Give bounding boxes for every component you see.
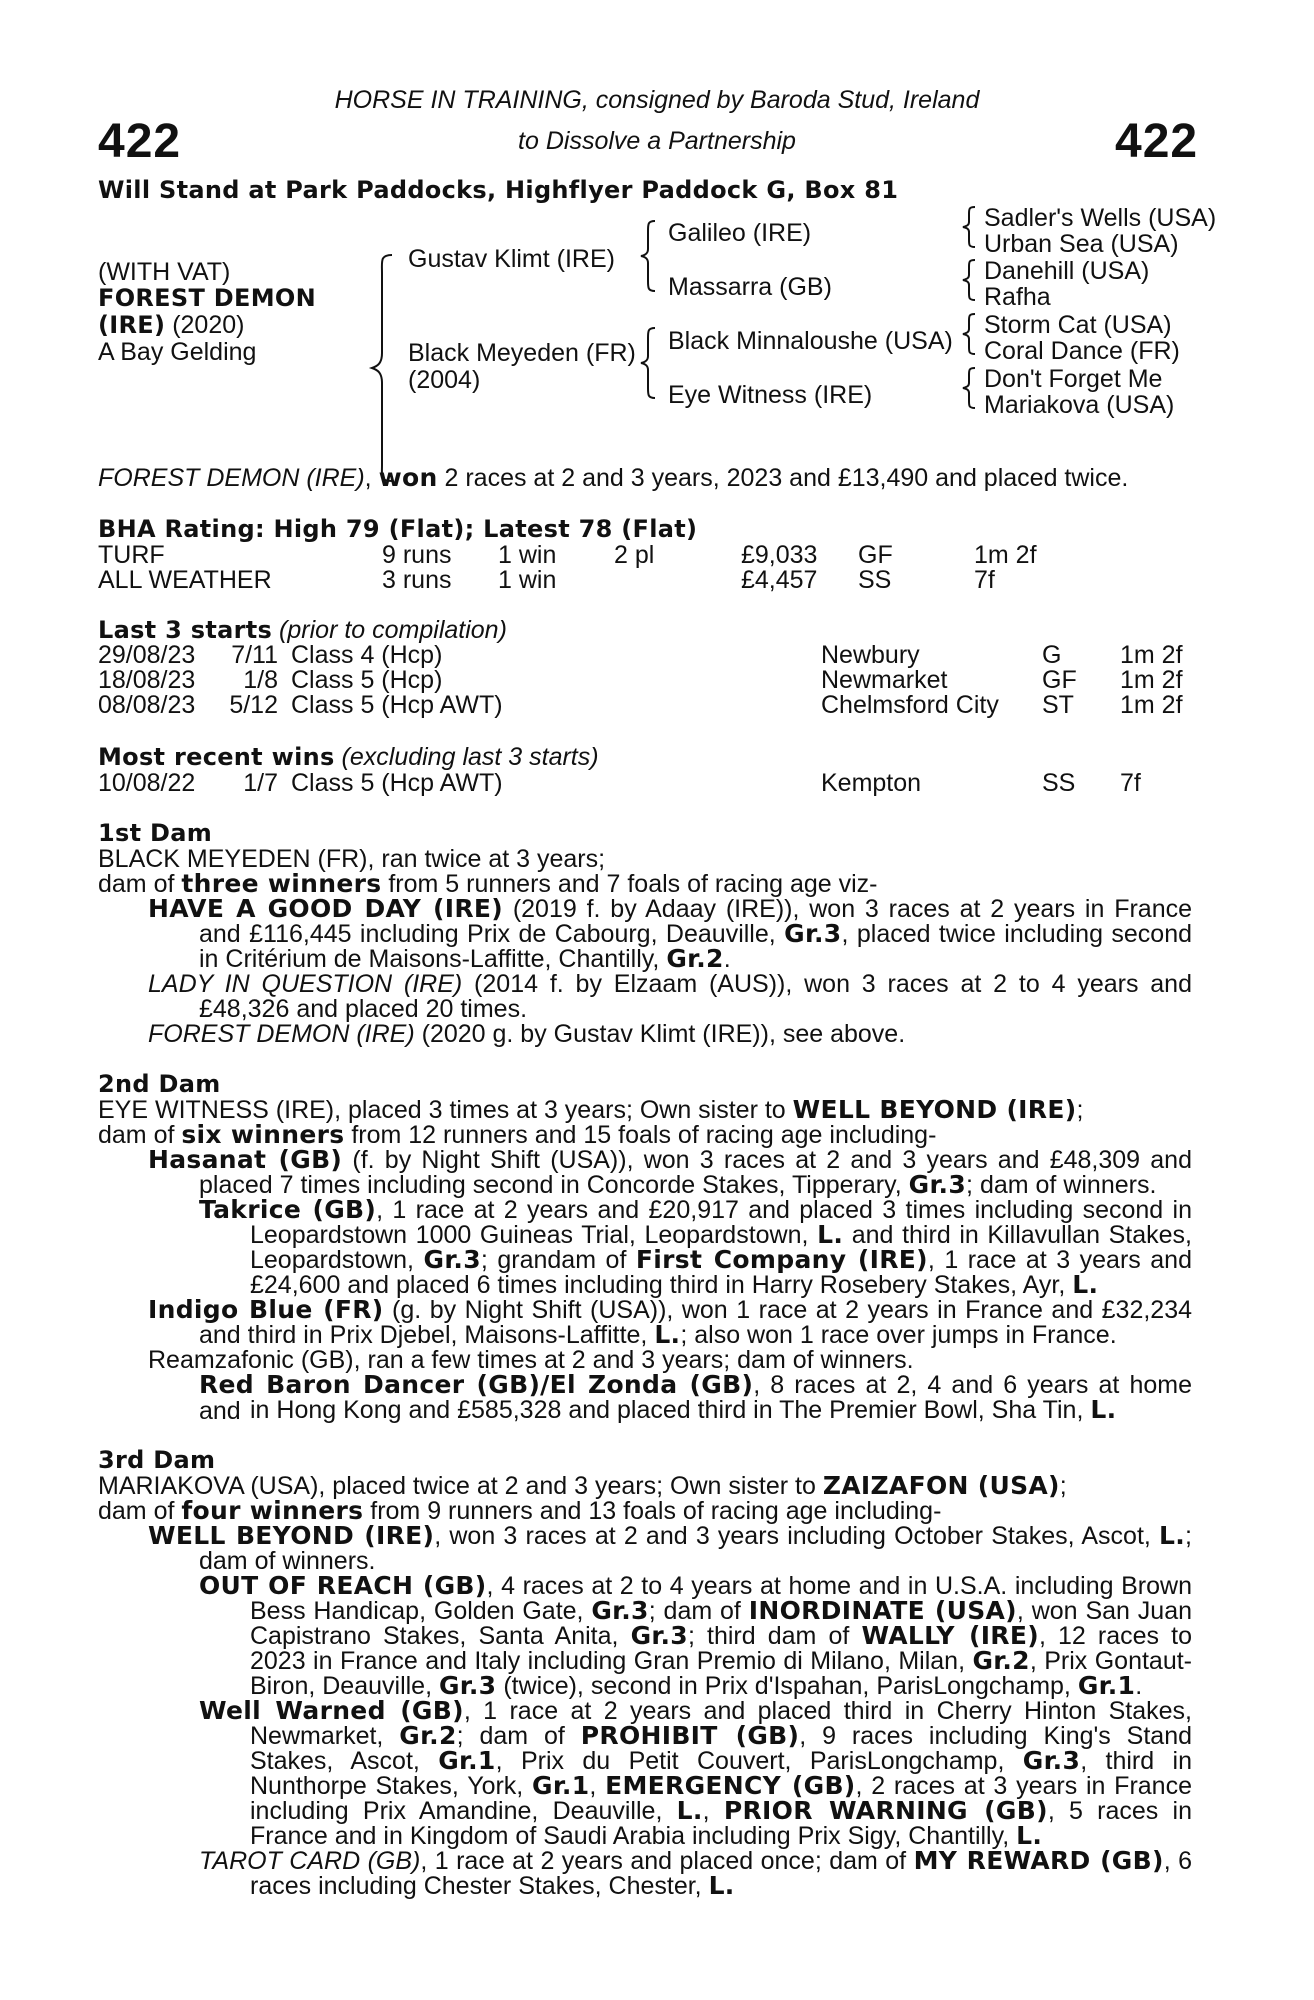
grade: Gr.1 bbox=[1077, 1671, 1136, 1700]
last-starts-note: (prior to compilation) bbox=[272, 616, 507, 644]
text-line-inner bbox=[250, 1247, 1192, 1273]
pedigree-dam-dam: Eye Witness (IRE) bbox=[668, 381, 873, 409]
cell-date: 10/08/22 bbox=[98, 769, 196, 797]
text: 2023 in France and Italy including Gran Premio di Milano, Milan, bbox=[250, 1647, 973, 1675]
produce-name: FOREST DEMON (IRE) bbox=[148, 1020, 415, 1048]
cell-pos: 1/8 bbox=[243, 666, 278, 694]
grade: Gr.2 bbox=[666, 944, 724, 973]
horse-name-line2 bbox=[98, 312, 244, 338]
cell-distance: 1m 2f bbox=[1120, 666, 1183, 694]
grade: L. bbox=[1016, 1821, 1043, 1850]
pedigree-g-sds: Danehill (USA) bbox=[984, 257, 1150, 285]
cell-going: SS bbox=[858, 566, 892, 594]
brace-dam-parents bbox=[638, 326, 658, 400]
grade: Gr.3 bbox=[1022, 1746, 1081, 1775]
produce-name: PRIOR WARNING (GB) bbox=[723, 1796, 1048, 1825]
grade: Gr.3 bbox=[908, 1170, 967, 1199]
pedigree-g-ddd: Mariakova (USA) bbox=[984, 391, 1175, 419]
produce-name: Well Warned (GB) bbox=[199, 1696, 464, 1725]
cell-distance: 1m 2f bbox=[974, 541, 1037, 569]
brace-sire-dam bbox=[368, 253, 398, 483]
cell-wins: 1 win bbox=[498, 541, 557, 569]
text-line bbox=[199, 1322, 1117, 1348]
text-line bbox=[250, 1623, 1192, 1649]
cell-race: Class 4 (Hcp) bbox=[291, 641, 443, 669]
produce-entry bbox=[199, 1573, 1192, 1599]
text: MARIAKOVA (USA), placed twice at 2 and 3 years; Own sister to bbox=[98, 1472, 823, 1500]
grade: L. bbox=[676, 1796, 703, 1825]
text: . bbox=[723, 945, 731, 973]
last-start-row bbox=[0, 667, 1314, 693]
text-line bbox=[250, 1798, 1192, 1824]
text: , 12 races to bbox=[1038, 1622, 1192, 1650]
produce-name: Hasanat (GB) bbox=[148, 1145, 343, 1174]
cell-placed: 2 pl bbox=[614, 541, 655, 569]
text-line bbox=[250, 1397, 1116, 1423]
summary-horse-name: FOREST DEMON (IRE) bbox=[98, 464, 365, 492]
grade: Gr.1 bbox=[532, 1771, 590, 1800]
text: , 2 races at 3 years in France bbox=[855, 1772, 1192, 1800]
pedigree-dam-year: (2004) bbox=[408, 366, 481, 394]
cell-pos: 7/11 bbox=[231, 641, 278, 669]
produce-name: MY REWARD (GB) bbox=[913, 1846, 1164, 1875]
produce-entry bbox=[148, 896, 1192, 922]
grade: Gr.3 bbox=[423, 1245, 481, 1274]
pedigree-g-dsd: Coral Dance (FR) bbox=[984, 337, 1180, 365]
text: , Prix du Petit Couvert, ParisLongchamp, bbox=[495, 1747, 1023, 1775]
cell-distance: 1m 2f bbox=[1120, 641, 1183, 669]
cell-course: Newbury bbox=[821, 641, 920, 669]
produce-name: OUT OF REACH (GB) bbox=[199, 1571, 487, 1600]
text: ; also won 1 race over jumps in France. bbox=[680, 1321, 1117, 1349]
text: , 1 race at 2 years and placed third in Cherry Hinton Stakes, bbox=[463, 1697, 1193, 1725]
grade: L. bbox=[1090, 1395, 1117, 1424]
produce-name: HAVE A GOOD DAY (IRE) bbox=[148, 894, 504, 923]
text: , won 3 races at 2 and 3 years including October Stakes, Ascot, bbox=[434, 1522, 1160, 1550]
text: , 1 race at 2 years and placed once; dam of bbox=[420, 1847, 914, 1875]
text-line bbox=[199, 1197, 1192, 1223]
produce-name: WELL BEYOND (IRE) bbox=[148, 1521, 435, 1550]
cell-going: GF bbox=[1042, 666, 1077, 694]
last-start-row bbox=[0, 692, 1314, 718]
grade: Gr.3 bbox=[784, 919, 842, 948]
text-line-inner bbox=[250, 1773, 1192, 1799]
bha-rating-title: BHA Rating: High 79 (Flat); Latest 78 (Flat) bbox=[98, 515, 698, 543]
text-line bbox=[250, 1247, 1192, 1273]
cell-race: Class 5 (Hcp AWT) bbox=[291, 691, 503, 719]
recent-wins-title bbox=[98, 744, 599, 770]
winners-count: six winners bbox=[181, 1120, 345, 1149]
cell-date: 29/08/23 bbox=[98, 641, 196, 669]
produce-name: Red Baron Dancer (GB)/El Zonda (GB) bbox=[199, 1370, 754, 1399]
text: , 4 races at 2 to 4 years at home and in U.S.A. including Brown bbox=[486, 1572, 1192, 1600]
grade: Gr.2 bbox=[972, 1646, 1030, 1675]
text: (g. by Night Shift (USA)), won 1 race at 2 years in France and £32,234 bbox=[383, 1296, 1193, 1324]
text: Stakes, Ascot, bbox=[250, 1747, 439, 1775]
text-line bbox=[148, 1523, 1192, 1549]
cell-race: Class 5 (Hcp AWT) bbox=[291, 769, 503, 797]
text-line bbox=[148, 896, 1192, 922]
text: France and in Kingdom of Saudi Arabia including Prix Sigy, Chantilly, bbox=[250, 1822, 1017, 1850]
brace-g1 bbox=[960, 205, 978, 249]
text: (2014 f. by Elzaam (AUS)), won 3 races at 2 to 4 years and bbox=[462, 970, 1192, 998]
text: (f. by Night Shift (USA)), won 3 races at 2 and 3 years and £48,309 and bbox=[342, 1146, 1192, 1174]
last-starts-heading: Last 3 starts bbox=[98, 616, 273, 644]
text: ; grandam of bbox=[480, 1246, 636, 1274]
produce-entry bbox=[148, 1147, 1192, 1173]
text-line bbox=[199, 1848, 1192, 1874]
text: EYE WITNESS (IRE), placed 3 times at 3 years; Own sister to bbox=[98, 1096, 793, 1124]
recent-wins-note: (excluding last 3 starts) bbox=[334, 743, 599, 771]
produce-name: INORDINATE (USA) bbox=[748, 1596, 1017, 1625]
cell-pos: 5/12 bbox=[229, 691, 278, 719]
text-line-inner bbox=[250, 1648, 1192, 1674]
cell-runs: 9 runs bbox=[382, 541, 452, 569]
text: , 5 races in bbox=[1047, 1797, 1192, 1825]
consignor-line-2: to Dissolve a Partnership bbox=[518, 127, 796, 155]
horse-origin: (IRE) bbox=[98, 311, 166, 339]
summary-rest: 2 races at 2 and 3 years, 2023 and £13,490 and placed twice. bbox=[437, 464, 1129, 492]
last-start-row bbox=[0, 642, 1314, 668]
text-line-inner bbox=[250, 1623, 1192, 1649]
text: , Prix Gontaut- bbox=[1029, 1647, 1192, 1675]
cell-surface: TURF bbox=[98, 541, 165, 569]
brace-g2 bbox=[960, 258, 978, 302]
pedigree-g-ssd: Urban Sea (USA) bbox=[984, 230, 1179, 258]
vat-note: (WITH VAT) bbox=[98, 258, 231, 286]
produce-entry bbox=[148, 971, 1192, 997]
text: placed 7 times including second in Concorde Stakes, Tipperary, bbox=[199, 1171, 909, 1199]
produce-name: Indigo Blue (FR) bbox=[148, 1295, 384, 1324]
sister-name: ZAIZAFON (USA) bbox=[822, 1471, 1060, 1500]
text: , placed twice including second bbox=[841, 920, 1192, 948]
text: ; dam of winners. bbox=[966, 1171, 1157, 1199]
text: (2020 g. by Gustav Klimt (IRE)), see above. bbox=[414, 1020, 906, 1048]
recent-win-row bbox=[0, 770, 1314, 796]
text: ; dam of bbox=[456, 1722, 581, 1750]
text: , third in bbox=[1080, 1747, 1192, 1775]
summary-won: won bbox=[378, 463, 438, 492]
cell-distance: 1m 2f bbox=[1120, 691, 1183, 719]
cell-distance: 7f bbox=[974, 566, 995, 594]
grade: L. bbox=[1159, 1521, 1186, 1550]
text: , bbox=[589, 1772, 606, 1800]
brace-g3 bbox=[960, 312, 978, 356]
pedigree-g-dds: Don't Forget Me bbox=[984, 365, 1163, 393]
produce-entry: Reamzafonic (GB), ran a few times at 2 and 3 years; dam of winners. bbox=[148, 1346, 914, 1374]
cell-race: Class 5 (Hcp) bbox=[291, 666, 443, 694]
grade: Gr.3 bbox=[591, 1596, 649, 1625]
text: races including Chester Stakes, Chester, bbox=[250, 1872, 709, 1900]
grade: Gr.2 bbox=[399, 1721, 457, 1750]
text: including Prix Amandine, Deauville, bbox=[250, 1797, 677, 1825]
cell-going: ST bbox=[1042, 691, 1074, 719]
text: Bess Handicap, Golden Gate, bbox=[250, 1597, 592, 1625]
grade: L. bbox=[654, 1320, 681, 1349]
cell-course: Kempton bbox=[821, 769, 922, 797]
text-line bbox=[250, 1773, 1192, 1799]
summary-comma: , bbox=[364, 464, 379, 492]
text: Biron, Deauville, bbox=[250, 1672, 439, 1700]
lot-number-right: 422 bbox=[1115, 115, 1199, 168]
cell-course: Newmarket bbox=[821, 666, 948, 694]
text: , 6 bbox=[1163, 1847, 1193, 1875]
cell-surface: ALL WEATHER bbox=[98, 566, 272, 594]
cell-prize: £4,457 bbox=[741, 566, 818, 594]
cell-course: Chelmsford City bbox=[821, 691, 999, 719]
text-line: dam of winners. bbox=[199, 1547, 376, 1575]
text-line: £48,326 and placed 20 times. bbox=[199, 995, 528, 1023]
text: dam of bbox=[98, 870, 182, 898]
cell-going: GF bbox=[858, 541, 893, 569]
text: ; dam of bbox=[648, 1597, 749, 1625]
consignor-line: HORSE IN TRAINING, consigned by Baroda Stud, Ireland bbox=[334, 86, 980, 114]
text: , 1 race at 3 years and bbox=[927, 1246, 1192, 1274]
text-line bbox=[199, 1573, 1192, 1599]
text-line bbox=[250, 1648, 1192, 1674]
produce-entry bbox=[148, 1523, 1192, 1549]
grade: L. bbox=[817, 1220, 844, 1249]
text: ; bbox=[1185, 1522, 1192, 1550]
text: , 9 races including King's Stand bbox=[799, 1722, 1193, 1750]
winners-count: three winners bbox=[181, 869, 382, 898]
text: from 9 runners and 13 foals of racing age including- bbox=[363, 1497, 942, 1525]
text: ; bbox=[1076, 1096, 1084, 1124]
grade: L. bbox=[1072, 1270, 1099, 1299]
grade: L. bbox=[708, 1871, 735, 1900]
text-line bbox=[148, 971, 1192, 997]
text: , won San Juan bbox=[1016, 1597, 1192, 1625]
horse-name: FOREST DEMON bbox=[98, 284, 316, 312]
produce-name: EMERGENCY (GB) bbox=[605, 1771, 856, 1800]
text: £24,600 and placed 6 times including third in Harry Rosebery Stakes, Ayr, bbox=[250, 1271, 1073, 1299]
pedigree-g-sss: Sadler's Wells (USA) bbox=[984, 204, 1217, 232]
pedigree-dam-sire: Black Minnaloushe (USA) bbox=[668, 327, 953, 355]
cell-pos: 1/7 bbox=[243, 769, 278, 797]
stand-location: Will Stand at Park Paddocks, Highflyer Paddock G, Box 81 bbox=[98, 176, 899, 204]
produce-name: WALLY (IRE) bbox=[861, 1621, 1039, 1650]
produce-entry bbox=[199, 1848, 1192, 1874]
winners-count: four winners bbox=[181, 1496, 364, 1525]
text: and third in Prix Djebel, Maisons-Laffitte, bbox=[199, 1321, 655, 1349]
grade: Gr.1 bbox=[438, 1746, 496, 1775]
text: , 1 race at 2 years and £20,917 and placed 3 times including second in bbox=[376, 1196, 1192, 1224]
text: in Hong Kong and £585,328 and placed third in The Premier Bowl, Sha Tin, bbox=[250, 1396, 1091, 1424]
text: . bbox=[1135, 1672, 1143, 1700]
brace-g4 bbox=[960, 366, 978, 410]
sister-name: WELL BEYOND (IRE) bbox=[792, 1095, 1077, 1124]
text-line bbox=[199, 946, 731, 972]
text-line bbox=[250, 1873, 735, 1899]
first-dam-line: BLACK MEYEDEN (FR), ran twice at 3 years; bbox=[98, 845, 606, 873]
race-summary bbox=[98, 465, 1128, 491]
cell-date: 18/08/23 bbox=[98, 666, 196, 694]
cell-wins: 1 win bbox=[498, 566, 557, 594]
text: Leopardstown 1000 Guineas Trial, Leopardstown, bbox=[250, 1221, 818, 1249]
pedigree-dam: Black Meyeden (FR) bbox=[408, 339, 636, 367]
cell-runs: 3 runs bbox=[382, 566, 452, 594]
produce-entry bbox=[148, 1021, 905, 1047]
cell-distance: 7f bbox=[1120, 769, 1141, 797]
text: , bbox=[702, 1797, 724, 1825]
third-dam-heading: 3rd Dam bbox=[98, 1446, 216, 1474]
text: from 5 runners and 7 foals of racing age viz- bbox=[381, 870, 878, 898]
text-line-inner bbox=[250, 1798, 1192, 1824]
text-line bbox=[250, 1598, 1192, 1624]
rating-row bbox=[0, 567, 1314, 593]
first-dam-heading: 1st Dam bbox=[98, 819, 213, 847]
grade: Gr.3 bbox=[438, 1671, 497, 1700]
pedigree-sire: Gustav Klimt (IRE) bbox=[408, 245, 615, 273]
brace-sire-parents bbox=[638, 219, 658, 293]
text: dam of bbox=[98, 1121, 182, 1149]
lot-number-left: 422 bbox=[98, 115, 182, 168]
pedigree-g-dss: Storm Cat (USA) bbox=[984, 311, 1172, 339]
pedigree-sire-sire: Galileo (IRE) bbox=[668, 219, 812, 247]
cell-prize: £9,033 bbox=[741, 541, 818, 569]
produce-entry bbox=[199, 1197, 1192, 1223]
produce-name: Takrice (GB) bbox=[199, 1195, 377, 1224]
text: , 8 races at 2, 4 and 6 years at home and bbox=[199, 1371, 1192, 1425]
text-line bbox=[148, 1147, 1192, 1173]
text-line-inner bbox=[250, 1598, 1192, 1624]
second-dam-heading: 2nd Dam bbox=[98, 1070, 221, 1098]
produce-name: LADY IN QUESTION (IRE) bbox=[148, 970, 463, 998]
text: Leopardstown, bbox=[250, 1246, 424, 1274]
horse-description: A Bay Gelding bbox=[98, 338, 257, 366]
cell-date: 08/08/23 bbox=[98, 691, 196, 719]
pedigree-sire-dam: Massarra (GB) bbox=[668, 273, 832, 301]
text: Nunthorpe Stakes, York, bbox=[250, 1772, 533, 1800]
text: ; third dam of bbox=[687, 1622, 862, 1650]
text: in Critérium de Maisons-Laffitte, Chantilly, bbox=[199, 945, 667, 973]
text: (twice), second in Prix d'Ispahan, ParisLongchamp, bbox=[496, 1672, 1078, 1700]
produce-name: First Company (IRE) bbox=[635, 1245, 928, 1274]
text: and third in Killavullan Stakes, bbox=[843, 1221, 1192, 1249]
text: Newmarket, bbox=[250, 1722, 400, 1750]
horse-year: (2020) bbox=[165, 311, 245, 339]
last-starts-title bbox=[98, 617, 507, 643]
grade: Gr.3 bbox=[630, 1621, 688, 1650]
text: from 12 runners and 15 foals of racing age including- bbox=[344, 1121, 937, 1149]
rating-row bbox=[0, 542, 1314, 568]
produce-name: PROHIBIT (GB) bbox=[580, 1721, 800, 1750]
cell-going: SS bbox=[1042, 769, 1076, 797]
text: dam of bbox=[98, 1497, 182, 1525]
text: ; bbox=[1059, 1472, 1067, 1500]
text: Capistrano Stakes, Santa Anita, bbox=[250, 1622, 631, 1650]
recent-wins-heading: Most recent wins bbox=[98, 743, 335, 771]
text: (2019 f. by Adaay (IRE)), won 3 races at 2 years in France bbox=[503, 895, 1193, 923]
text: and £116,445 including Prix de Cabourg, Deauville, bbox=[199, 920, 785, 948]
pedigree-g-sdd: Rafha bbox=[984, 283, 1051, 311]
produce-name: TAROT CARD (GB) bbox=[199, 1847, 421, 1875]
cell-going: G bbox=[1042, 641, 1062, 669]
